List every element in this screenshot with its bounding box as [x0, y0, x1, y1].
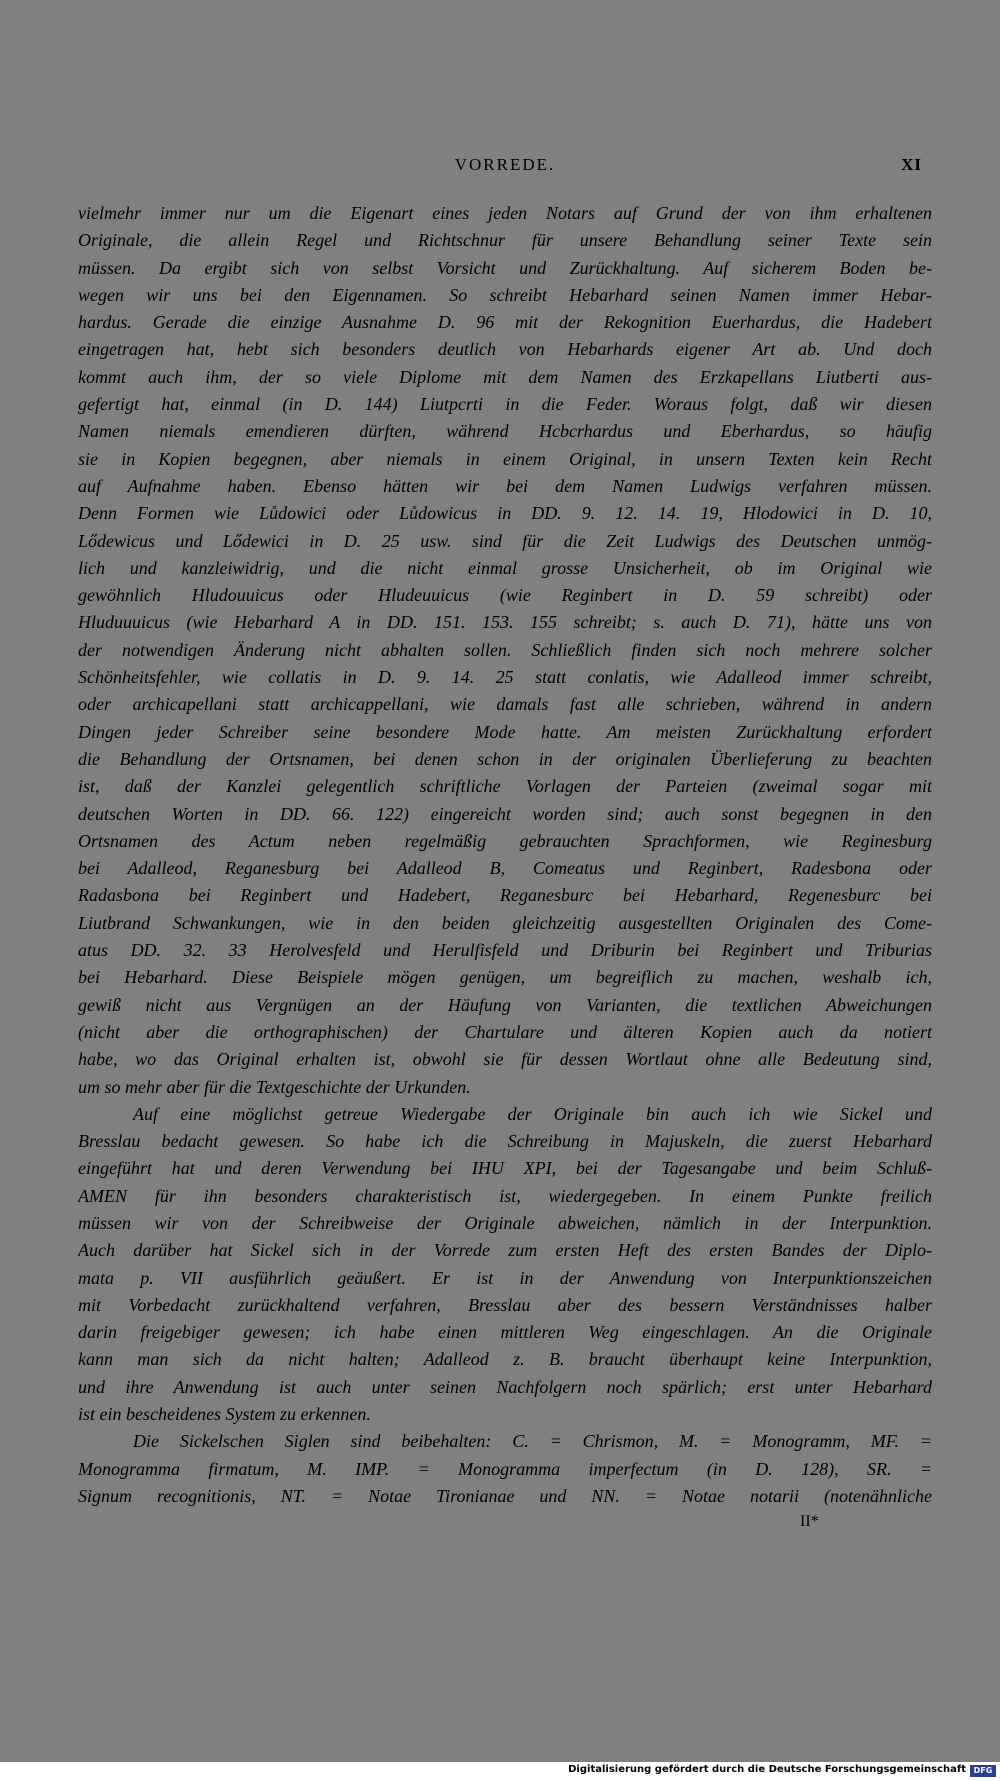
- text-line: Dingen jeder Schreiber seine besondere Mode hatte. Am meisten Zurückhaltung erfordert: [78, 721, 932, 742]
- text-line: Radasbona bei Reginbert und Hadebert, Reganesburc bei Hebarhard, Regenesburc bei: [78, 885, 932, 906]
- text-line: die Behandlung der Ortsnamen, bei denen schon in der originalen Überlieferung zu beachten: [78, 748, 932, 769]
- text-line: bei Hebarhard. Diese Beispiele mögen genügen, um begreiflich zu machen, weshalb ich,: [78, 967, 932, 988]
- text-line: Ortsnamen des Actum neben regelmäßig gebrauchten Sprachformen, wie Reginesburg: [78, 830, 932, 851]
- running-title: VORREDE.: [454, 155, 556, 174]
- text-line: lich und kanzleiwidrig, und die nicht einmal grosse Unsicherheit, ob im Original wie: [78, 557, 932, 578]
- text-line: Originale, die allein Regel und Richtschnur für unsere Behandlung seiner Texte sein: [78, 230, 932, 251]
- text-line: vielmehr immer nur um die Eigenart eines jeden Notars auf Grund der von ihm erhaltenen: [78, 203, 932, 223]
- text-line: auf Aufnahme haben. Ebenso hätten wir bei dem Namen Ludwigs verfahren müssen.: [78, 475, 932, 496]
- text-line: darin freigebiger gewesen; ich habe einen mittleren Weg eingeschlagen. An die Originale: [78, 1322, 932, 1343]
- text-line: ist ein bescheidenes System zu erkennen.: [78, 1404, 371, 1425]
- text-line: müssen wir von der Schreibweise der Originale abweichen, nämlich in der Interpunktion.: [78, 1212, 932, 1233]
- text-line: AMEN für ihn besonders charakteristisch ist, wiedergegeben. In einem Punkte freilich: [78, 1185, 932, 1206]
- signature-mark: II*: [800, 1513, 819, 1530]
- text-line: Namen niemals emendieren dürften, während Hcbcrhardus und Eberhardus, so häufig: [78, 421, 932, 442]
- text-line: eingetragen hat, hebt sich besonders deutlich von Hebarhards eigener Art ab. Und doch: [78, 339, 932, 360]
- text-line: um so mehr aber für die Textgeschichte der Urkunden.: [78, 1076, 471, 1097]
- text-line: Liutbrand Schwankungen, wie in den beiden gleichzeitig ausgestellten Originalen des Come-: [78, 912, 932, 933]
- text-line: ist, daß der Kanzlei gelegentlich schriftliche Vorlagen der Parteien (zweimal sogar mit: [78, 776, 932, 797]
- text-line: Denn Formen wie Lůdowici oder Lůdowicus in DD. 9. 12. 14. 19, Hlodowici in D. 10,: [78, 503, 932, 524]
- text-line: gefertigt hat, einmal (in D. 144) Liutpcrti in die Feder. Woraus folgt, daß wir diesen: [78, 394, 932, 415]
- text-line: mit Vorbedacht zurückhaltend verfahren, Bresslau aber des bessern Verständnisses halber: [78, 1294, 932, 1315]
- text-line: habe, wo das Original erhalten ist, obwohl sie für dessen Wortlaut ohne alle Bedeutung sind,: [78, 1049, 932, 1070]
- text-line: der notwendigen Änderung nicht abhalten sollen. Schließlich finden sich noch mehrere solcher: [78, 639, 932, 660]
- text-line: (nicht aber die orthographischen) der Chartulare und älteren Kopien auch da notiert: [78, 1021, 932, 1042]
- text-line: mata p. VII ausführlich geäußert. Er ist in der Anwendung von Interpunktionszeichen: [78, 1267, 932, 1288]
- page-number: XI: [901, 155, 922, 174]
- text-line: deutschen Worten in DD. 66. 122) eingereicht worden sind; auch sonst begegnen in den: [78, 803, 932, 824]
- text-line: oder archicapellani statt archicappellani, wie damals fast alle schrieben, während in andern: [78, 694, 932, 715]
- body-text: [78, 200, 932, 1510]
- running-header: [78, 152, 932, 182]
- digitization-credit: Digitalisierung gefördert durch die Deutsche Forschungsgemeinschaft: [568, 1764, 966, 1775]
- text-line: sie in Kopien begegnen, aber niemals in einem Original, in unsern Texten kein Recht: [78, 448, 932, 469]
- text-line: Hluduuuicus (wie Hebarhard A in DD. 151. 153. 155 schreibt; s. auch D. 71), hätte uns von: [78, 612, 932, 633]
- text-line: müssen. Da ergibt sich von selbst Vorsicht und Zurückhaltung. Auf sicherem Boden be-: [78, 257, 932, 278]
- text-line: Schönheitsfehler, wie collatis in D. 9. 14. 25 statt conlatis, wie Adalleod immer schreibt,: [78, 667, 932, 688]
- text-line: eingeführt hat und deren Verwendung bei IHU XPI, bei der Tagesangabe und beim Schluß-: [78, 1158, 932, 1179]
- footer-bar: [0, 1762, 1000, 1781]
- text-line: hardus. Gerade die einzige Ausnahme D. 96 mit der Rekognition Euerhardus, die Hadebert: [78, 312, 932, 333]
- text-line: gewiß nicht aus Vergnügen an der Häufung von Varianten, die textlichen Abweichungen: [78, 994, 932, 1015]
- text-line: atus DD. 32. 33 Herolvesfeld und Herulfisfeld und Driburin bei Reginbert und Triburias: [78, 940, 932, 961]
- text-line: bei Adalleod, Reganesburg bei Adalleod B, Comeatus und Reginbert, Radesbona oder: [78, 858, 932, 879]
- text-line: wegen wir uns bei den Eigennamen. So schreibt Hebarhard seinen Namen immer Hebar-: [78, 284, 932, 305]
- text-line: und ihre Anwendung ist auch unter seinen Nachfolgern noch spärlich; erst unter Hebarhard: [78, 1376, 932, 1397]
- text-line: gewöhnlich Hludouuicus oder Hludeuuicus (wie Reginbert in D. 59 schreibt) oder: [78, 585, 932, 606]
- text-line: Lődewicus und Lődewici in D. 25 usw. sind für die Zeit Ludwigs des Deutschen unmög-: [78, 530, 932, 551]
- text-line: Monogramma firmatum, M. IMP. = Monogramma imperfectum (in D. 128), SR. =: [78, 1458, 932, 1479]
- text-line: Signum recognitionis, NT. = Notae Tironianae und NN. = Notae notarii (notenähnliche: [78, 1485, 932, 1506]
- text-line: kann man sich da nicht halten; Adalleod z. B. braucht überhaupt keine Interpunktion,: [78, 1349, 932, 1370]
- text-line: kommt auch ihm, der so viele Diplome mit dem Namen des Erzkapellans Liutberti aus-: [78, 366, 932, 387]
- text-line: Die Sickelschen Siglen sind beibehalten: C. = Chrismon, M. = Monogramm, MF. =: [133, 1431, 932, 1452]
- text-line: Bresslau bedacht gewesen. So habe ich die Schreibung in Majuskeln, die zuerst Hebarhard: [78, 1131, 932, 1152]
- text-line: Auf eine möglichst getreue Wiedergabe der Originale bin auch ich wie Sickel und: [133, 1103, 932, 1124]
- text-line: Auch darüber hat Sickel sich in der Vorrede zum ersten Heft des ersten Bandes der Diplo-: [78, 1240, 932, 1261]
- dfg-logo: DFG: [970, 1765, 996, 1777]
